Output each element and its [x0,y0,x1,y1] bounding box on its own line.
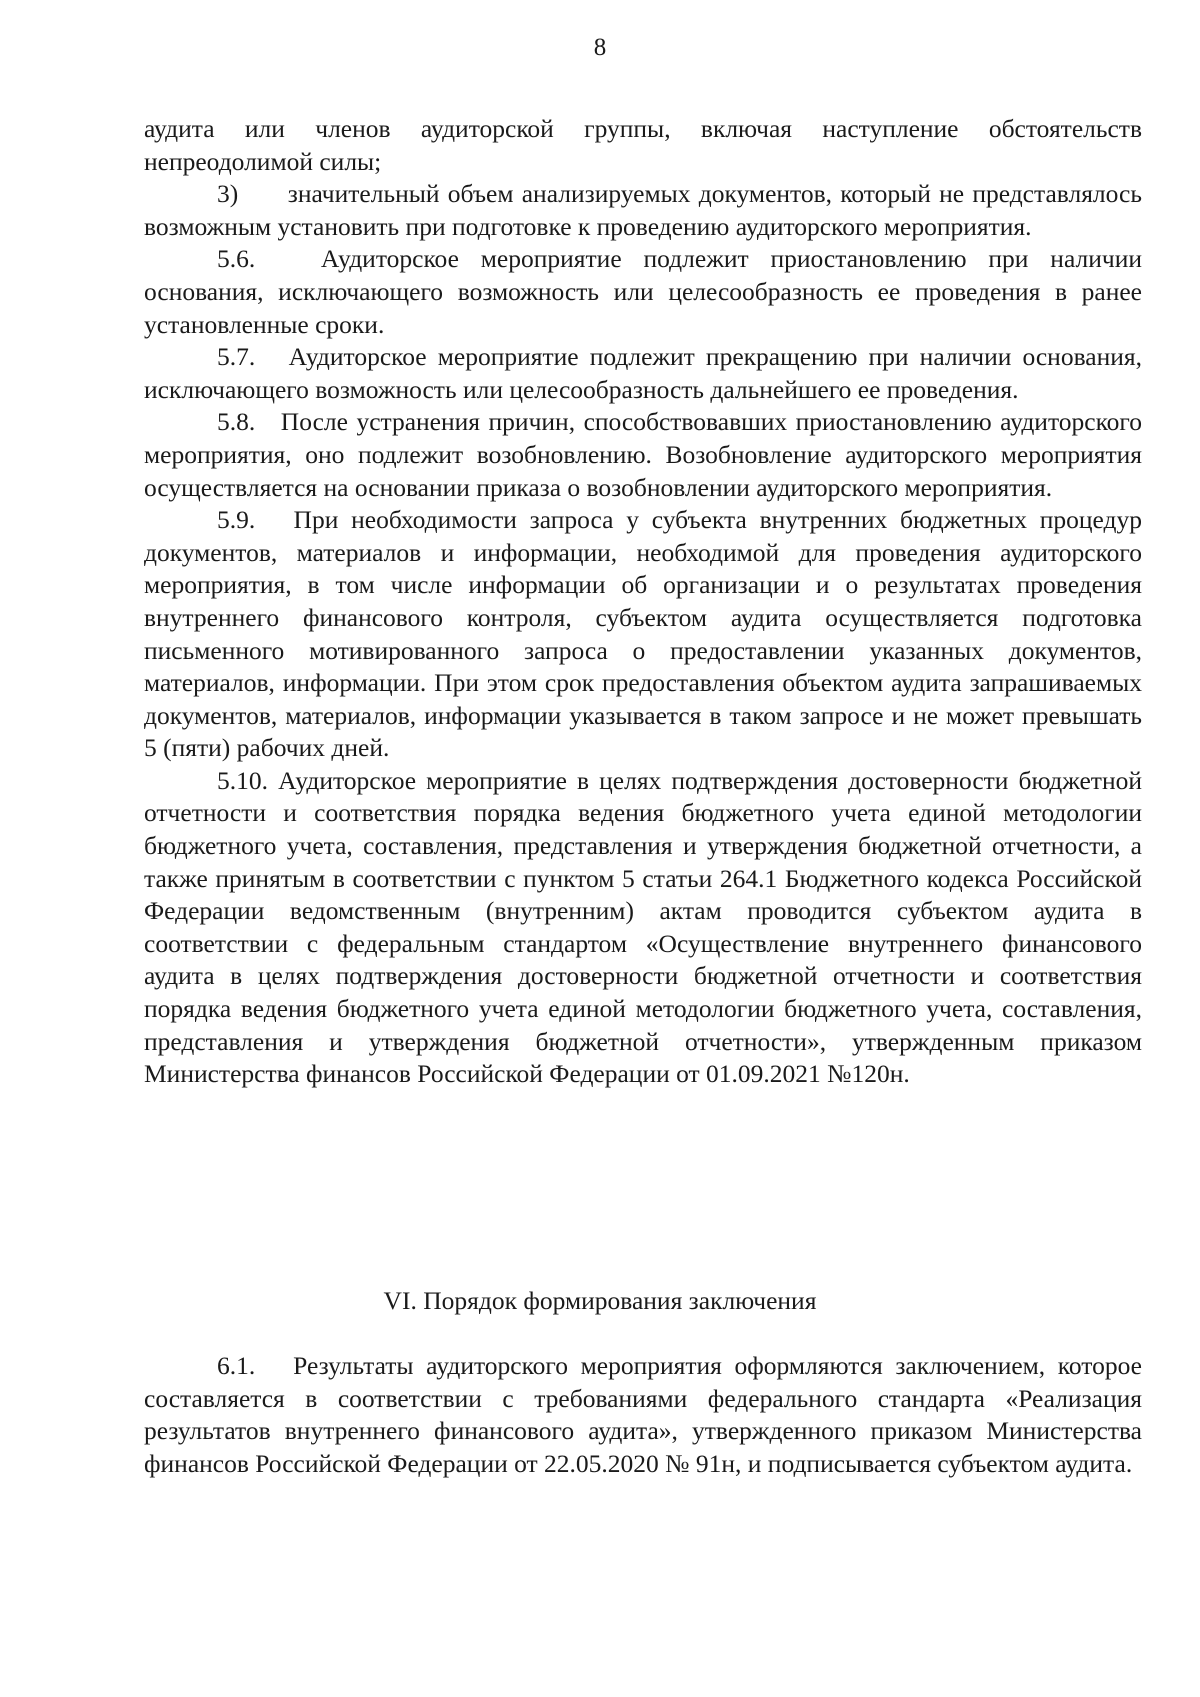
paragraph-continuation: аудита или членов аудиторской группы, включая наступление обстоятельств непреодолимой силы; [144,114,1142,176]
paragraph-item-3: 3) значительный объем анализируемых документов, который не представлялось возможным установить при подготовке к проведению аудиторского мероприятия. [144,179,1142,241]
paragraph-6-1: 6.1. Результаты аудиторского мероприятия оформляются заключением, которое составляется в соответствии с требованиями федерального стандарта «Реализация результатов внутреннего финансового аудита», утвержденного приказом Министерства финансов Российской Федерации от 22.05.2020 № 91н, и подписывается субъектом аудита. [144,1351,1142,1478]
document-body [144,113,1142,1091]
paragraph-5-8: 5.8. После устранения причин, способствовавших приостановлению аудиторского мероприятия, оно подлежит возобновлению. Возобновление аудиторского мероприятия осуществляется на основании приказа о возобновлении аудиторского мероприятия. [144,407,1142,502]
page-number: 8 [593,34,607,61]
paragraph-5-9: 5.9. При необходимости запроса у субъекта внутренних бюджетных процедур документов, материалов и информации, необходимой для проведения аудиторского мероприятия, в том числе информации об организации и о результатах проведения внутреннего финансового контроля, субъектом аудита осуществляется подготовка письменного мотивированного запроса о предоставлении указанных документов, материалов, информации. При этом срок предоставления объектом аудита запрашиваемых документов, материалов, информации указывается в таком запросе и не может превышать 5 (пяти) рабочих дней. [144,505,1142,763]
section-body [144,1350,1142,1480]
paragraph-5-10: 5.10. Аудиторское мероприятие в целях подтверждения достоверности бюджетной отчетности и соответствия порядка ведения бюджетного учета единой методологии бюджетного учета, составления, представления и утверждения бюджетной отчетности, а также принятым в соответствии с пунктом 5 статьи 264.1 Бюджетного кодекса Российской Федерации ведомственным (внутренним) актам проводится субъектом аудита в соответствии с федеральным стандартом «Осуществление внутреннего финансового аудита в целях подтверждения достоверности бюджетной отчетности и соответствия порядка ведения бюджетного учета единой методологии бюджетного учета, составления, представления и утверждения бюджетной отчетности», утвержденным приказом Министерства финансов Российской Федерации от 01.09.2021 №120н. [144,765,1142,1089]
section-heading: VI. Порядок формирования заключения [383,1286,817,1315]
paragraph-5-7: 5.7. Аудиторское мероприятие подлежит прекращению при наличии основания, исключающего возможность или целесообразность дальнейшего ее проведения. [144,342,1142,404]
paragraph-5-6: 5.6. Аудиторское мероприятие подлежит приостановлению при наличии основания, исключающего возможность или целесообразность ее проведения в ранее установленные сроки. [144,244,1142,339]
